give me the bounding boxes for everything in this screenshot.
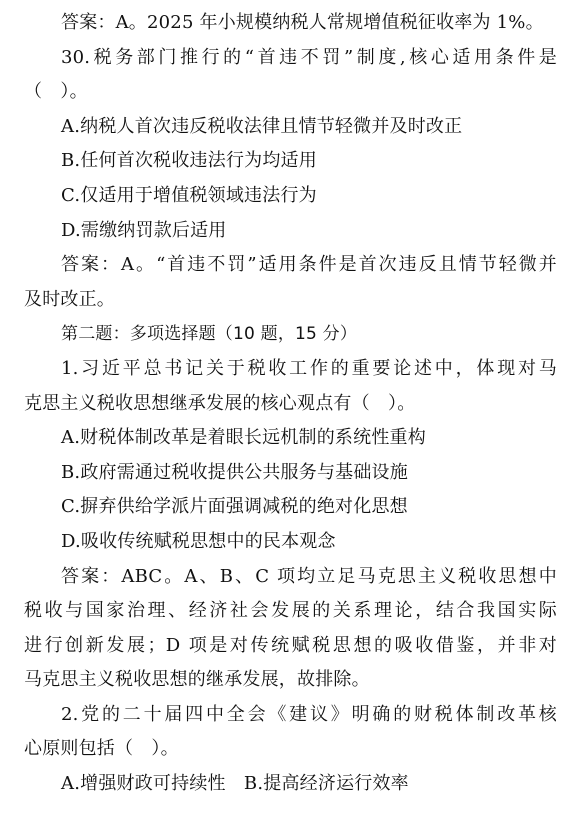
mc-question-1-option-d: D.吸收传统赋税思想中的民本观念 xyxy=(61,530,336,552)
mc-question-1-answer-line-3: 进行创新发展；D 项是对传统赋税思想的吸收借鉴，并非对 xyxy=(24,634,557,656)
answer-line-29: 答案：A。2025 年小规模纳税人常规增值税征收率为 1%。 xyxy=(61,12,544,33)
question-30-answer: 答案：A。“首违不罚”适用条件是首次违反且情节轻微并 xyxy=(61,254,557,276)
mc-question-2-stem-continued: 心原则包括（ ）。 xyxy=(24,738,179,760)
question-30-option-d: D.需缴纳罚款后适用 xyxy=(61,219,227,241)
mc-question-2-stem: 2.党的二十届四中全会《建议》明确的财税体制改革核 xyxy=(61,703,557,725)
mc-question-1-option-c: C.摒弃供给学派片面强调减税的绝对化思想 xyxy=(61,496,408,518)
mc-question-1-stem-continued: 克思主义税收思想继承发展的核心观点有（ ）。 xyxy=(24,392,416,414)
mc-question-1-answer-line-4: 马克思主义税收思想的继承发展，故排除。 xyxy=(24,669,370,691)
section-heading-multiple-choice: 第二题：多项选择题（10 题，15 分） xyxy=(61,324,358,345)
mc-question-2-options-ab: A.增强财政可持续性 B.提高经济运行效率 xyxy=(61,773,409,795)
question-30-answer-continued: 及时改正。 xyxy=(24,288,115,310)
question-30-option-b: B.任何首次税收违法行为均适用 xyxy=(61,150,317,172)
mc-question-1-option-a: A.财税体制改革是着眼长远机制的系统性重构 xyxy=(61,427,426,449)
question-30-stem: 30.税务部门推行的“首违不罚”制度,核心适用条件是 xyxy=(61,46,557,68)
mc-question-1-option-b: B.政府需通过税收提供公共服务与基础设施 xyxy=(61,461,408,483)
question-30-option-a: A.纳税人首次违反税收法律且情节轻微并及时改正 xyxy=(61,115,463,137)
mc-question-1-stem: 1.习近平总书记关于税收工作的重要论述中，体现对马 xyxy=(61,357,557,379)
question-30-stem-continued: （ ）。 xyxy=(24,81,88,103)
document-page xyxy=(24,0,557,802)
mc-question-1-answer: 答案：ABC。A、B、C 项均立足马克思主义税收思想中 xyxy=(61,565,557,587)
question-30-option-c: C.仅适用于增值税领域违法行为 xyxy=(61,184,317,206)
mc-question-1-answer-line-2: 税收与国家治理、经济社会发展的关系理论，结合我国实际 xyxy=(24,600,557,622)
